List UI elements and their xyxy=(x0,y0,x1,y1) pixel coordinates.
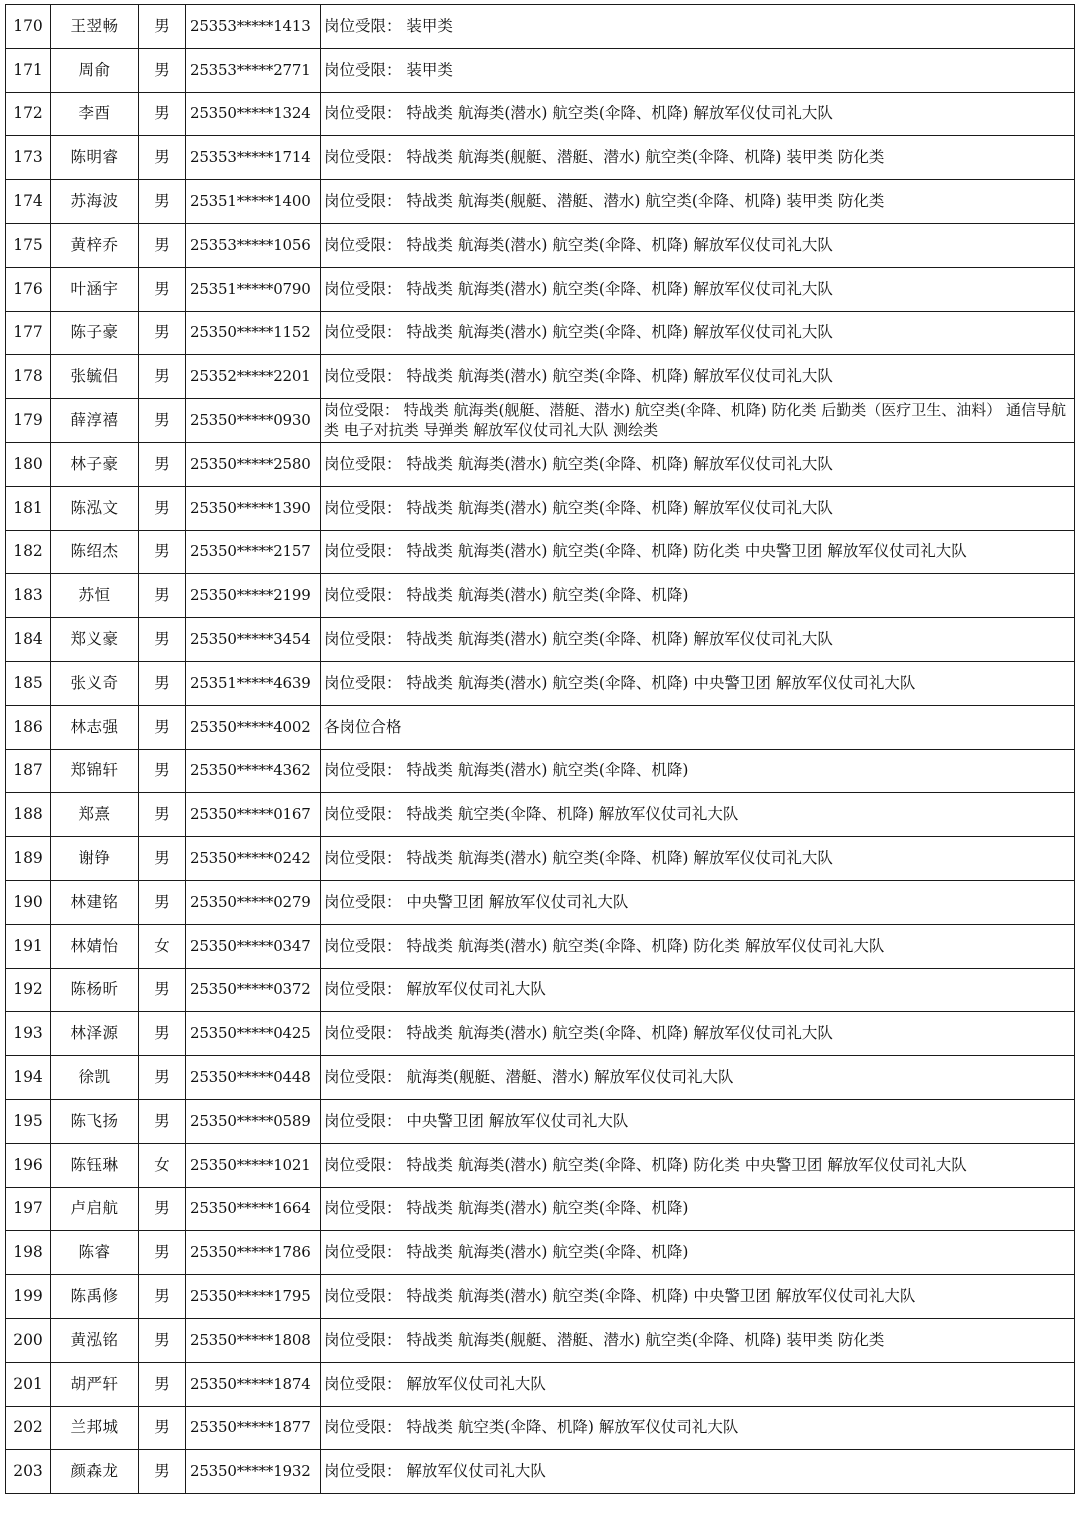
table-row xyxy=(6,793,1075,837)
id-number: 25350*****1152 xyxy=(186,311,321,355)
row-number: 200 xyxy=(6,1318,51,1362)
row-number: 185 xyxy=(6,661,51,705)
restriction-note: 岗位受限： 特战类 航海类(潜水) 航空类(伞降、机降) 中央警卫团 解放军仪仗司礼大队 xyxy=(321,1275,1075,1319)
gender-cell: 女 xyxy=(139,924,186,968)
table-row xyxy=(6,399,1075,443)
gender-cell: 男 xyxy=(139,1362,186,1406)
gender-cell: 男 xyxy=(139,92,186,136)
restriction-note: 岗位受限： 特战类 航海类(舰艇、潜艇、潜水) 航空类(伞降、机降) 装甲类 防化类 xyxy=(321,180,1075,224)
gender-cell: 男 xyxy=(139,530,186,574)
id-number: 25350*****1021 xyxy=(186,1143,321,1187)
restriction-note: 各岗位合格 xyxy=(321,705,1075,749)
table-row xyxy=(6,530,1075,574)
person-name: 张毓侣 xyxy=(51,355,139,399)
gender-cell: 男 xyxy=(139,486,186,530)
row-number: 171 xyxy=(6,48,51,92)
restriction-note: 岗位受限： 特战类 航海类(潜水) 航空类(伞降、机降) 解放军仪仗司礼大队 xyxy=(321,355,1075,399)
table-row xyxy=(6,1362,1075,1406)
gender-cell: 男 xyxy=(139,661,186,705)
table-row xyxy=(6,1231,1075,1275)
id-number: 25351*****4639 xyxy=(186,661,321,705)
gender-cell: 男 xyxy=(139,1318,186,1362)
gender-cell: 男 xyxy=(139,267,186,311)
row-number: 180 xyxy=(6,442,51,486)
table-row xyxy=(6,180,1075,224)
row-number: 183 xyxy=(6,574,51,618)
table-row xyxy=(6,1187,1075,1231)
gender-cell: 男 xyxy=(139,749,186,793)
table-row xyxy=(6,661,1075,705)
restriction-note: 岗位受限： 中央警卫团 解放军仪仗司礼大队 xyxy=(321,1099,1075,1143)
restriction-note: 岗位受限： 特战类 航海类(潜水) 航空类(伞降、机降) 防化类 解放军仪仗司礼大队 xyxy=(321,924,1075,968)
restriction-note: 岗位受限： 特战类 航海类(潜水) 航空类(伞降、机降) 解放军仪仗司礼大队 xyxy=(321,442,1075,486)
person-name: 陈明睿 xyxy=(51,136,139,180)
gender-cell: 男 xyxy=(139,1056,186,1100)
gender-cell: 男 xyxy=(139,311,186,355)
row-number: 190 xyxy=(6,880,51,924)
person-name: 郑熹 xyxy=(51,793,139,837)
id-number: 25350*****0425 xyxy=(186,1012,321,1056)
row-number: 170 xyxy=(6,5,51,49)
id-number: 25350*****0372 xyxy=(186,968,321,1012)
table-row xyxy=(6,136,1075,180)
restriction-note: 岗位受限： 航海类(舰艇、潜艇、潜水) 解放军仪仗司礼大队 xyxy=(321,1056,1075,1100)
restriction-note: 岗位受限： 特战类 航海类(潜水) 航空类(伞降、机降) xyxy=(321,1231,1075,1275)
person-name: 卢启航 xyxy=(51,1187,139,1231)
row-number: 174 xyxy=(6,180,51,224)
restriction-note: 岗位受限： 特战类 航海类(潜水) 航空类(伞降、机降) 解放军仪仗司礼大队 xyxy=(321,837,1075,881)
id-number: 25350*****2157 xyxy=(186,530,321,574)
restriction-note: 岗位受限： 特战类 航空类(伞降、机降) 解放军仪仗司礼大队 xyxy=(321,793,1075,837)
restriction-note: 岗位受限： 特战类 航海类(潜水) 航空类(伞降、机降) 中央警卫团 解放军仪仗司礼大队 xyxy=(321,661,1075,705)
row-number: 189 xyxy=(6,837,51,881)
id-number: 25350*****1786 xyxy=(186,1231,321,1275)
restriction-note: 岗位受限： 特战类 航海类(舰艇、潜艇、潜水) 航空类(伞降、机降) 防化类 后勤类（医疗卫生、油料） 通信导航类 电子对抗类 导弹类 解放军仪仗司礼大队 测绘类 xyxy=(321,399,1075,443)
id-number: 25350*****1808 xyxy=(186,1318,321,1362)
table-row xyxy=(6,92,1075,136)
table-row xyxy=(6,705,1075,749)
table-row xyxy=(6,1056,1075,1100)
person-name: 颜森龙 xyxy=(51,1450,139,1494)
table-row xyxy=(6,880,1075,924)
restriction-note: 岗位受限： 特战类 航海类(潜水) 航空类(伞降、机降) 解放军仪仗司礼大队 xyxy=(321,1012,1075,1056)
row-number: 172 xyxy=(6,92,51,136)
person-name: 薛淳禧 xyxy=(51,399,139,443)
roster-table xyxy=(5,4,1075,1494)
id-number: 25350*****3454 xyxy=(186,618,321,662)
person-name: 郑锦轩 xyxy=(51,749,139,793)
person-name: 陈禹修 xyxy=(51,1275,139,1319)
person-name: 叶涵宇 xyxy=(51,267,139,311)
table-row xyxy=(6,1318,1075,1362)
id-number: 25353*****1056 xyxy=(186,223,321,267)
table-row xyxy=(6,1143,1075,1187)
person-name: 胡严轩 xyxy=(51,1362,139,1406)
id-number: 25350*****4002 xyxy=(186,705,321,749)
gender-cell: 男 xyxy=(139,793,186,837)
row-number: 177 xyxy=(6,311,51,355)
person-name: 陈泓文 xyxy=(51,486,139,530)
row-number: 187 xyxy=(6,749,51,793)
gender-cell: 男 xyxy=(139,968,186,1012)
id-number: 25350*****1324 xyxy=(186,92,321,136)
person-name: 李酉 xyxy=(51,92,139,136)
table-row xyxy=(6,355,1075,399)
gender-cell: 男 xyxy=(139,442,186,486)
person-name: 陈绍杰 xyxy=(51,530,139,574)
gender-cell: 男 xyxy=(139,48,186,92)
row-number: 197 xyxy=(6,1187,51,1231)
gender-cell: 男 xyxy=(139,574,186,618)
id-number: 25350*****4362 xyxy=(186,749,321,793)
restriction-note: 岗位受限： 特战类 航海类(舰艇、潜艇、潜水) 航空类(伞降、机降) 装甲类 防化类 xyxy=(321,136,1075,180)
table-row xyxy=(6,749,1075,793)
id-number: 25353*****2771 xyxy=(186,48,321,92)
restriction-note: 岗位受限： 特战类 航海类(潜水) 航空类(伞降、机降) 解放军仪仗司礼大队 xyxy=(321,92,1075,136)
row-number: 175 xyxy=(6,223,51,267)
row-number: 182 xyxy=(6,530,51,574)
restriction-note: 岗位受限： 特战类 航海类(潜水) 航空类(伞降、机降) 解放军仪仗司礼大队 xyxy=(321,267,1075,311)
id-number: 25353*****1413 xyxy=(186,5,321,49)
person-name: 郑义豪 xyxy=(51,618,139,662)
table-row xyxy=(6,1275,1075,1319)
row-number: 181 xyxy=(6,486,51,530)
table-row xyxy=(6,574,1075,618)
row-number: 196 xyxy=(6,1143,51,1187)
id-number: 25353*****1714 xyxy=(186,136,321,180)
restriction-note: 岗位受限： 特战类 航海类(潜水) 航空类(伞降、机降) 解放军仪仗司礼大队 xyxy=(321,618,1075,662)
restriction-note: 岗位受限： 中央警卫团 解放军仪仗司礼大队 xyxy=(321,880,1075,924)
person-name: 陈钰琳 xyxy=(51,1143,139,1187)
id-number: 25350*****0448 xyxy=(186,1056,321,1100)
restriction-note: 岗位受限： 特战类 航海类(潜水) 航空类(伞降、机降) 防化类 中央警卫团 解放军仪仗司礼大队 xyxy=(321,530,1075,574)
person-name: 黄梓乔 xyxy=(51,223,139,267)
row-number: 192 xyxy=(6,968,51,1012)
restriction-note: 岗位受限： 特战类 航海类(舰艇、潜艇、潜水) 航空类(伞降、机降) 装甲类 防化类 xyxy=(321,1318,1075,1362)
person-name: 林婧怡 xyxy=(51,924,139,968)
person-name: 兰邦城 xyxy=(51,1406,139,1450)
table-row xyxy=(6,1450,1075,1494)
person-name: 林建铭 xyxy=(51,880,139,924)
id-number: 25350*****1877 xyxy=(186,1406,321,1450)
row-number: 194 xyxy=(6,1056,51,1100)
id-number: 25350*****0930 xyxy=(186,399,321,443)
person-name: 陈睿 xyxy=(51,1231,139,1275)
person-name: 周俞 xyxy=(51,48,139,92)
gender-cell: 男 xyxy=(139,180,186,224)
gender-cell: 男 xyxy=(139,1012,186,1056)
id-number: 25350*****1390 xyxy=(186,486,321,530)
gender-cell: 男 xyxy=(139,355,186,399)
table-row xyxy=(6,618,1075,662)
table-row xyxy=(6,442,1075,486)
row-number: 176 xyxy=(6,267,51,311)
person-name: 黄泓铭 xyxy=(51,1318,139,1362)
table-row xyxy=(6,311,1075,355)
gender-cell: 男 xyxy=(139,5,186,49)
gender-cell: 女 xyxy=(139,1143,186,1187)
row-number: 178 xyxy=(6,355,51,399)
restriction-note: 岗位受限： 解放军仪仗司礼大队 xyxy=(321,1450,1075,1494)
row-number: 203 xyxy=(6,1450,51,1494)
person-name: 张义奇 xyxy=(51,661,139,705)
id-number: 25350*****1932 xyxy=(186,1450,321,1494)
gender-cell: 男 xyxy=(139,136,186,180)
restriction-note: 岗位受限： 装甲类 xyxy=(321,48,1075,92)
row-number: 199 xyxy=(6,1275,51,1319)
row-number: 186 xyxy=(6,705,51,749)
gender-cell: 男 xyxy=(139,1406,186,1450)
id-number: 25352*****2201 xyxy=(186,355,321,399)
gender-cell: 男 xyxy=(139,1275,186,1319)
row-number: 193 xyxy=(6,1012,51,1056)
person-name: 陈飞扬 xyxy=(51,1099,139,1143)
table-row xyxy=(6,5,1075,49)
gender-cell: 男 xyxy=(139,1099,186,1143)
person-name: 陈杨昕 xyxy=(51,968,139,1012)
table-row xyxy=(6,223,1075,267)
gender-cell: 男 xyxy=(139,837,186,881)
gender-cell: 男 xyxy=(139,399,186,443)
id-number: 25351*****0790 xyxy=(186,267,321,311)
id-number: 25350*****0242 xyxy=(186,837,321,881)
table-row xyxy=(6,1012,1075,1056)
id-number: 25350*****0279 xyxy=(186,880,321,924)
row-number: 173 xyxy=(6,136,51,180)
person-name: 林泽源 xyxy=(51,1012,139,1056)
person-name: 谢铮 xyxy=(51,837,139,881)
table-row xyxy=(6,924,1075,968)
id-number: 25350*****2580 xyxy=(186,442,321,486)
row-number: 184 xyxy=(6,618,51,662)
id-number: 25350*****1874 xyxy=(186,1362,321,1406)
gender-cell: 男 xyxy=(139,1231,186,1275)
restriction-note: 岗位受限： 装甲类 xyxy=(321,5,1075,49)
gender-cell: 男 xyxy=(139,223,186,267)
person-name: 苏恒 xyxy=(51,574,139,618)
gender-cell: 男 xyxy=(139,880,186,924)
restriction-note: 岗位受限： 特战类 航海类(潜水) 航空类(伞降、机降) 解放军仪仗司礼大队 xyxy=(321,311,1075,355)
table-row xyxy=(6,267,1075,311)
restriction-note: 岗位受限： 特战类 航海类(潜水) 航空类(伞降、机降) xyxy=(321,749,1075,793)
gender-cell: 男 xyxy=(139,1450,186,1494)
row-number: 202 xyxy=(6,1406,51,1450)
id-number: 25350*****0589 xyxy=(186,1099,321,1143)
restriction-note: 岗位受限： 特战类 航海类(潜水) 航空类(伞降、机降) 解放军仪仗司礼大队 xyxy=(321,486,1075,530)
restriction-note: 岗位受限： 特战类 航空类(伞降、机降) 解放军仪仗司礼大队 xyxy=(321,1406,1075,1450)
restriction-note: 岗位受限： 特战类 航海类(潜水) 航空类(伞降、机降) xyxy=(321,574,1075,618)
restriction-note: 岗位受限： 特战类 航海类(潜水) 航空类(伞降、机降) xyxy=(321,1187,1075,1231)
restriction-note: 岗位受限： 特战类 航海类(潜水) 航空类(伞降、机降) 防化类 中央警卫团 解放军仪仗司礼大队 xyxy=(321,1143,1075,1187)
restriction-note: 岗位受限： 解放军仪仗司礼大队 xyxy=(321,968,1075,1012)
gender-cell: 男 xyxy=(139,618,186,662)
person-name: 林志强 xyxy=(51,705,139,749)
id-number: 25350*****0167 xyxy=(186,793,321,837)
person-name: 陈子豪 xyxy=(51,311,139,355)
row-number: 195 xyxy=(6,1099,51,1143)
table-row xyxy=(6,968,1075,1012)
table-row xyxy=(6,48,1075,92)
person-name: 林子豪 xyxy=(51,442,139,486)
restriction-note: 岗位受限： 特战类 航海类(潜水) 航空类(伞降、机降) 解放军仪仗司礼大队 xyxy=(321,223,1075,267)
gender-cell: 男 xyxy=(139,705,186,749)
person-name: 王翌畅 xyxy=(51,5,139,49)
table-row xyxy=(6,1406,1075,1450)
table-row xyxy=(6,486,1075,530)
id-number: 25350*****2199 xyxy=(186,574,321,618)
row-number: 201 xyxy=(6,1362,51,1406)
id-number: 25350*****0347 xyxy=(186,924,321,968)
id-number: 25350*****1664 xyxy=(186,1187,321,1231)
gender-cell: 男 xyxy=(139,1187,186,1231)
row-number: 191 xyxy=(6,924,51,968)
person-name: 徐凯 xyxy=(51,1056,139,1100)
table-row xyxy=(6,837,1075,881)
id-number: 25351*****1400 xyxy=(186,180,321,224)
id-number: 25350*****1795 xyxy=(186,1275,321,1319)
row-number: 188 xyxy=(6,793,51,837)
table-row xyxy=(6,1099,1075,1143)
row-number: 198 xyxy=(6,1231,51,1275)
restriction-note: 岗位受限： 解放军仪仗司礼大队 xyxy=(321,1362,1075,1406)
roster-body xyxy=(6,5,1075,1494)
row-number: 179 xyxy=(6,399,51,443)
person-name: 苏海波 xyxy=(51,180,139,224)
